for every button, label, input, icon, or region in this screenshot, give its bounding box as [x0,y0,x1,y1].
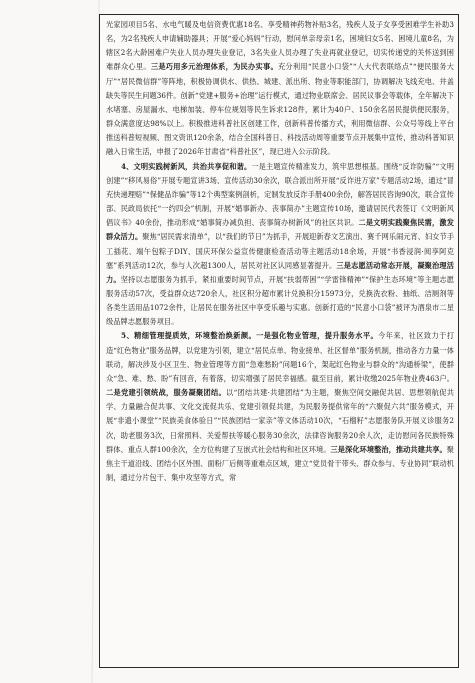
body-paragraph [106,18,454,160]
bold-heading-run: 三是深化环境整治，推动共建共享。 [330,444,447,454]
text-run: 聚焦“居民需求清单”，以“我们的节日”为抓手，开展迎新春文艺演出、赛千网乐闹元宵、妇女节手工插花、端午包粽子DIY、国庆环保公益宣传健康检查活动等主题活动18余场，开展“书香浸润·阅享阿克塞”系列活动12次，参与人次超1300人，居民对社区认同感显著提升。 [106,232,454,270]
text-run: 聚焦主干道沿线、团结小区外围、面粉厂后侧等重难点区域，建立“党员骨干带头、群众参与、专业协同”联动机制，通过分片包干、集中攻坚等方式，常 [106,444,454,482]
bold-heading-run: 三是巧用多元治理体系，为民办实事。 [150,62,278,72]
text-run: 今年来，社区致力于打造“红色物业”服务品牌，以党建为引领，建立“居民点单、物业接单、社区督单”服务机制，推动各方力量一体联动，解决涉及小区卫生、物业管理等方面“急难愁盼”问题16个，架起红色物业与群众的“沟通桥梁”，使群众“急、难、愁、盼”有回音，有着落，切实增强了居民幸福感。截至目前，累计收缴2025年物业费463户。 [106,331,454,383]
text-border-frame [99,14,459,668]
bold-heading-run: 二是党建引领统战，服务凝聚团结。 [106,388,227,398]
text-run: 充分利用“民意小口袋”“人大代表联络点”“便民服务大厅”“居民微信群”等阵地，积极协调供水、供热、城建、派出所、物业等职能部门，协调解决飞线充电、井盖缺失等民生问题36件。创新“党建+服务+治理”运行模式，通过物业联席会、居民议事会等载体，全年解决下水堵塞、房屋漏水、电梯加装、停车位规划等民生诉求128件，累计为40户、150余名居民提供便民服务，群众满意度达98%以上。积极推进科普社区创建工作，创新科普传播方式，利用微信群、公众号等线上平台推送科普短视频、图文资讯120余条，结合全国科普日、科技活动周等重要节点开展集中宣传，推动科普知识融入日常生活，申报了2026年甘肃省“科普社区”，现已进入公示阶段。 [106,62,454,157]
body-paragraph [106,160,454,330]
bold-heading-run: 二是文明实践聚焦民需，激发群众活力。 [106,218,454,242]
bold-heading-run: 5、精细管理提质效，环境整治焕新颜。 [121,331,257,341]
text-run: 坚持以志愿服务为抓手，紧扣重要时间节点，开展“扶弱帮困”“学雷锋精神”“保护生态环境”等主题志愿服务活动57次，受益群众达720余人，社区积分超市累计兑换积分15973分，兑换洗衣粉、抽纸、洁厕剂等各类生活用品1072余件，让居民在服务社区中享受乐趣与实惠。创新打造的“民意小口袋”被评为酒泉市二星级品牌志愿服务项目。 [106,274,454,327]
bold-heading-run: 4、文明实践树新风，共治共享促和谐。 [121,161,252,171]
text-run: 以“团结共建·共建团结”为主题，聚焦空间交融促共居、思想领航促共学、力量融合促共事、文化交流促共乐、党建引领促共建，为民服务提供常年的“六聚促六共”服务模式，开展“非遗小课堂”“民族美食体验日”“民族团结一家亲”等文体活动10次，“石榴籽”志愿服务队开展义诊服务2次，助老服务3次，日常照料、关爱帮扶等暖心服务30余次，法律咨询服务20余人次，走访慰问各民族特殊群体、重点人群100余次，全方位构建了互嵌式社会结构和社区环境。 [106,388,454,454]
body-paragraph [106,329,454,485]
document-body [106,18,454,485]
bold-heading-run: 三是志愿活动常态开展，凝聚治理活力。 [106,260,454,284]
text-run: 一是主题宣传精准发力，筑牢思想根基。围绕“反诈防骗”“文明创建”“移风易俗”开展专题宣讲3场、宣传活动30余次，联合派出所开展“反诈进万家”专题活动2场，通过“冒充快递理赔”“保健品诈骗”等12个典型案例剖析，定制发放反诈手册400余份，解答居民咨询90次，联合宣传部、民政局依托“一约四会”机制，开展“婚事新办、丧事简办”主题宣传10场，邀请居民代表签订《文明新风倡议书》40余份，推动形成“婚事简办减负担、丧事简办树新风”的社区共识。 [106,161,454,228]
bold-heading-run: 一是强化物业管理，提升服务水平。 [256,331,379,341]
text-run: 光家园项目5名、水电气暖及电信资费优惠18名、享受精神药物补贴3名，残疾人及子女享受困难学生补助3名，为2名残疾人申请辅助器具；开展“爱心妈妈”行动，慰问单亲母亲1名，困境妇女5名、困境儿童8名，为辖区2名大龄困难户失业人员办理失业登记，3名失业人员办理了失业再就业登记，切实传递党的关怀送到困难群众心里。 [106,20,454,72]
